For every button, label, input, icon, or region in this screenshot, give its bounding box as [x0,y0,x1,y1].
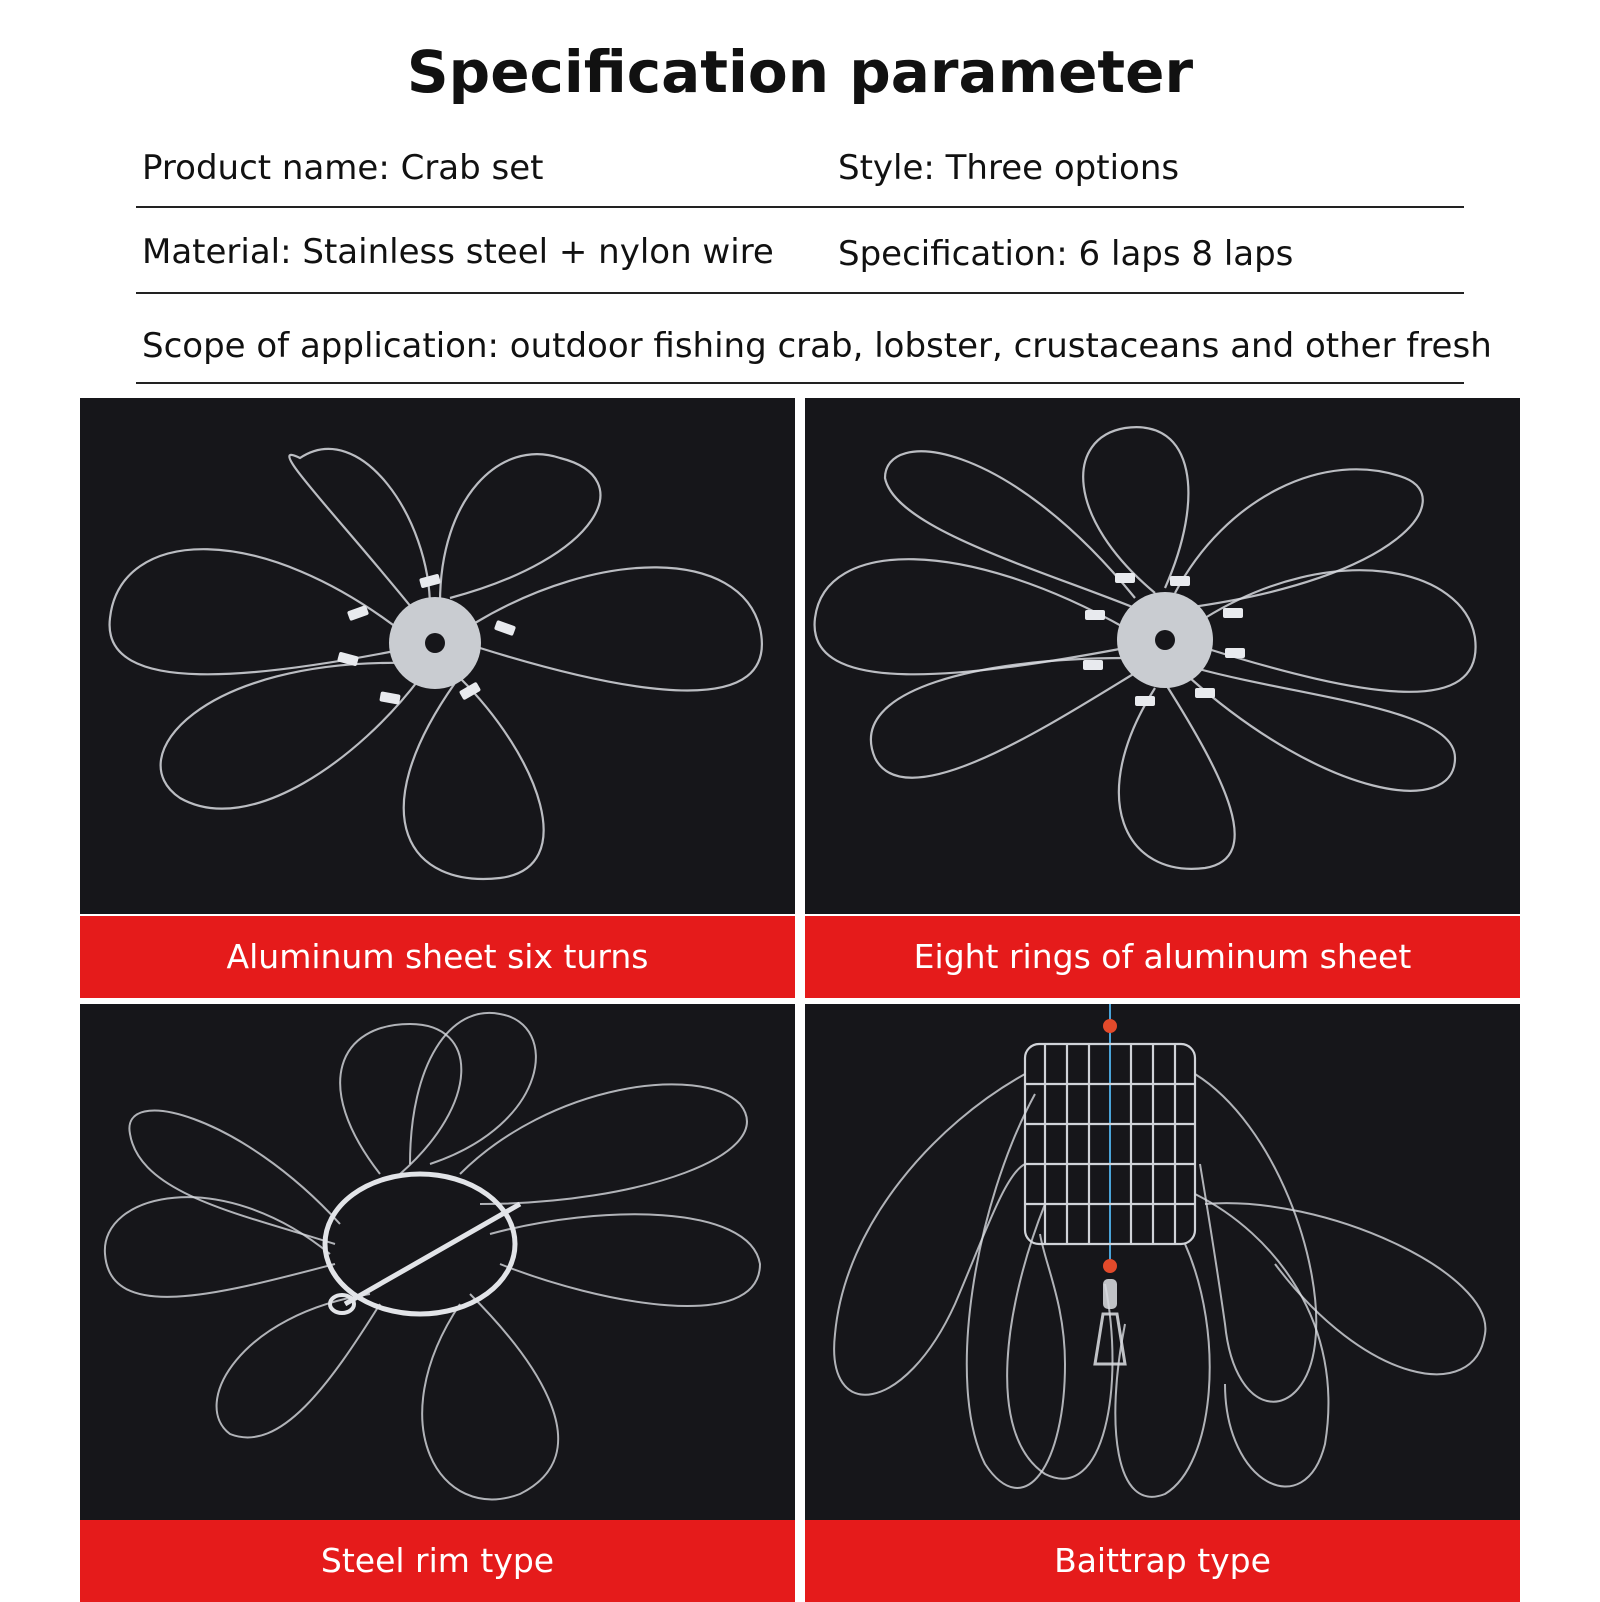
crab-snare-six-loops-illustration [80,398,795,914]
product-photo-eight-rings [805,398,1520,914]
spec-style: Style: Three options [838,148,1180,188]
caption-eight-rings: Eight rings of aluminum sheet [805,916,1520,998]
spec-specification: Specification: 6 laps 8 laps [838,234,1294,274]
page-title: Specification parameter [406,38,1194,106]
crab-snare-eight-loops-illustration [805,398,1520,914]
crab-snare-baittrap-illustration [805,1004,1520,1520]
divider [136,382,1464,384]
caption-baittrap: Baittrap type [805,1520,1520,1602]
product-photo-six-turns [80,398,795,914]
crab-snare-steel-rim-illustration [80,1004,795,1520]
spec-scope: Scope of application: outdoor fishing crab, lobster, crustaceans and other fresh [142,326,1492,366]
product-photo-steel-rim [80,1004,795,1520]
divider [136,206,1464,208]
caption-steel-rim: Steel rim type [80,1520,795,1602]
divider [136,292,1464,294]
spec-material: Material: Stainless steel + nylon wire [142,232,774,272]
product-photo-baittrap [805,1004,1520,1520]
caption-six-turns: Aluminum sheet six turns [80,916,795,998]
spec-product-name: Product name: Crab set [142,148,544,188]
